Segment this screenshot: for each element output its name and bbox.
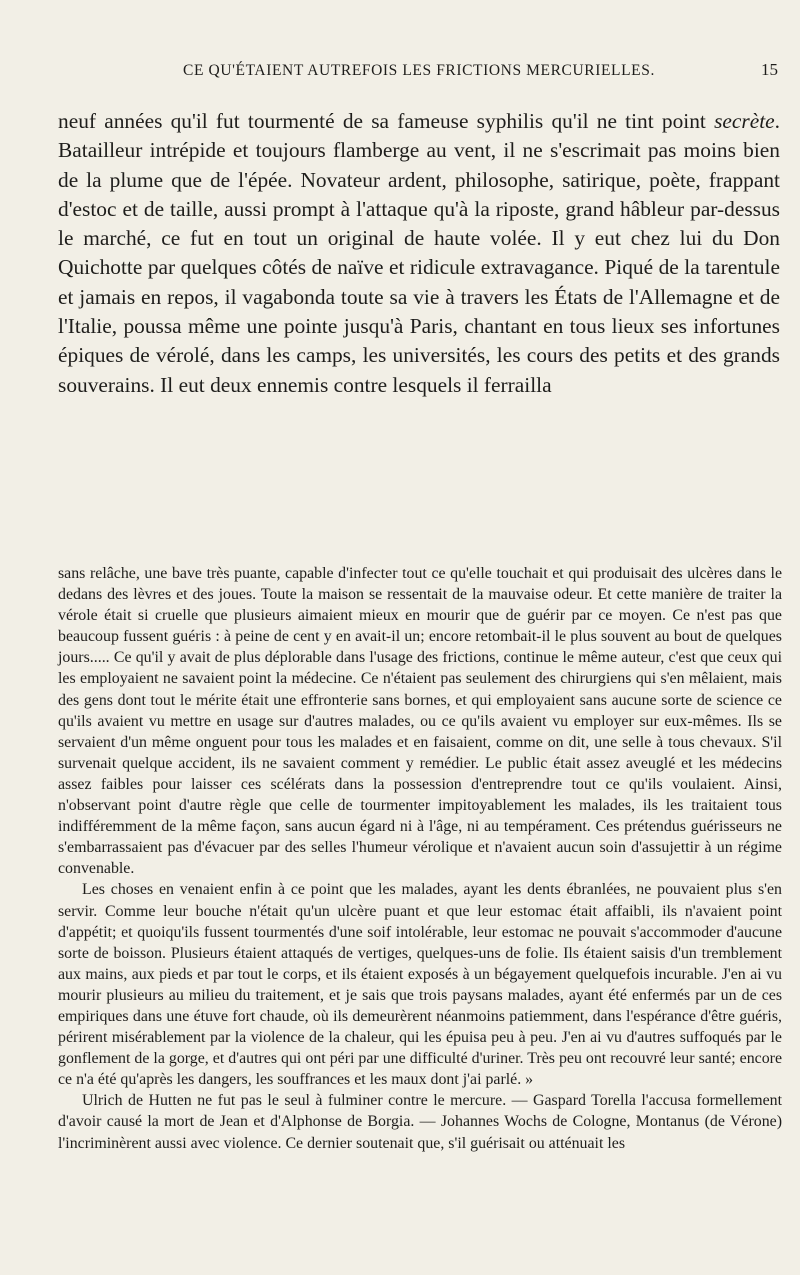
quotation-block: [58, 563, 782, 1154]
quote-paragraph-2: Les choses en venaient enfin à ce point que les malades, ayant les dents ébranlées, ne pouvaient plus s'en servir. Comme leur bouche n'était qu'un ulcère puant et que leur estomac était affaibli, ils n'avaient point d'appétit; et quoiqu'ils fussent tourmentés d'une soif intolérable, leur estomac ne pouvait s'accommoder d'aucune sorte de boisson. Plusieurs étaient attaqués de vertiges, quelques-uns de folie. Ils étaient saisis d'un tremblement aux mains, aux pieds et par tout le corps, et ils étaient exposés à un bégayement quelquefois incurable. J'en ai vu mourir plusieurs au milieu du traitement, et je sais que trois paysans malades, ayant été enfermés par un de ces empiriques dans une étuve fort chaude, où ils demeurèrent néanmoins patiemment, dans l'espérance d'être guéris, périrent misérablement par la violence de la chaleur, qui les épuisa peu à peu. J'en ai vu d'autres suffoqués par le gonflement de la gorge, et d'autres qui ont péri par une difficulté d'uriner. Très peu ont recouvré leur santé; encore ce n'a été qu'après les dangers, les souffrances et les maux dont j'ai parlé. »: [58, 881, 782, 1089]
quote-paragraph-3: Ulrich de Hutten ne fut pas le seul à fulminer contre le mercure. — Gaspard Torella l'accusa formellement d'avoir causé la mort de Jean et d'Alphonse de Borgia. — Johannes Wochs de Cologne, Montanus (de Vérone) l'incriminèrent aussi avec violence. Ce dernier soutenait que, s'il guérisait ou atténuait les: [58, 1092, 782, 1152]
page-number: 15: [761, 60, 778, 79]
running-head: [60, 58, 778, 88]
running-title: CE QU'ÉTAIENT AUTREFOIS LES FRICTIONS MERCURIELLES.: [183, 62, 655, 79]
main-paragraph: [58, 107, 780, 400]
quote-paragraph-1: sans relâche, une bave très puante, capable d'infecter tout ce qu'elle touchait et qui produisait des ulcères dans le dedans des lèvres et des joues. Toute la maison se ressentait de la mauvaise odeur. Et cette manière de traiter la vérole était si cruelle que plusieurs aimaient mieux en mourir que de guérir par ce moyen. Ce n'est pas que beaucoup fussent guéris : à peine de cent y en avait-il un; encore retombait-il le plus souvent au bout de quelques jours..... Ce qu'il y avait de plus déplorable dans l'usage des frictions, continue le même auteur, c'est que ceux qui les employaient ne savaient point la médecine. Ce n'étaient pas seulement des chirurgiens qui s'en mêlaient, mais des gens dont tout le mérite était une effronterie sans bornes, et qui employaient sans aucune sorte de science ce qu'ils avaient vu mettre en usage sur d'autres malades, ou ce qu'ils avaient vu employer sur eux-mêmes. Ils se servaient d'un même onguent pour tous les malades et en faisaient, comme on dit, une selle à tous chevaux. S'il survenait quelque accident, ils ne savaient comment y remédier. Le public était assez aveuglé et les médecins assez faibles pour laisser ces scélérats dans la possession d'entreprendre tout ce qu'ils voulaient. Ainsi, n'observant point d'autre règle que celle de tourmenter impitoyablement les malades, ils les traitaient tous indifféremment de la même façon, sans aucun égard ni à l'âge, ni au tempérament. Ces prétendus guérisseurs ne s'embarrassaient pas d'évacuer par des selles l'humeur vérolique et n'avaient aucun soin d'assujettir à un régime convenable.: [58, 565, 782, 878]
main-text-rest: . Batailleur intrépide et toujours flamberge au vent, il ne s'escrimait pas moins bien de la plume que de l'épée. Novateur ardent, philosophe, satirique, poète, frappant d'estoc et de taille, aussi prompt à l'attaque qu'à la riposte, grand hâbleur par-dessus le marché, ce fut en tout un original de haute volée. Il y eut chez lui du Don Quichotte par quelques côtés de naïve et ridicule extravagance. Piqué de la tarentule et jamais en repos, il vagabonda toute sa vie à travers les États de l'Allemagne et de l'Italie, poussa même une pointe jusqu'à Paris, chantant en tous lieux ses infortunes épiques de vérolé, dans les camps, les universités, les cours des petits et des grands souverains. Il eut deux ennemis contre lesquels il ferrailla: [58, 109, 780, 397]
italic-word: secrète: [714, 109, 775, 133]
main-text-start: neuf années qu'il fut tourmenté de sa fameuse syphilis qu'il ne tint point: [58, 109, 715, 133]
main-text-block: [58, 107, 780, 400]
